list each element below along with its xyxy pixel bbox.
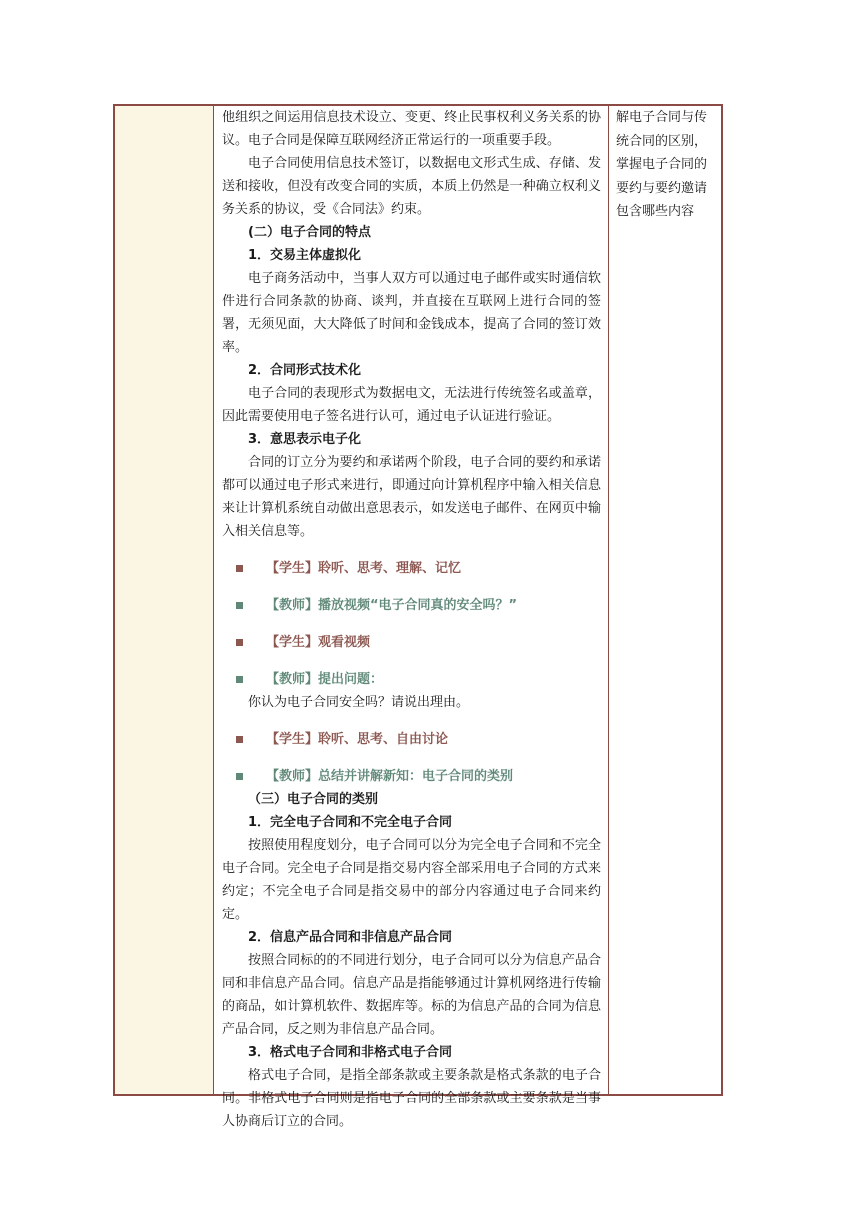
feature-2-text: 电子合同的表现形式为数据电文，无法进行传统签名或盖章，因此需要使用电子签名进行认可，通过电子认证进行验证。 [222,386,601,424]
left-column [115,106,214,1094]
type-3-text: 格式电子合同，是指全部条款或主要条款是格式条款的电子合同。非格式电子合同则是指电子合同的全部条款或主要条款是当事人协商后订立的合同。 [222,1068,601,1129]
square-bullet-icon [236,565,243,572]
teacher-activity-1 [222,594,601,617]
activity-label: 【教师】提出问题： [266,672,384,687]
feature-2-heading: 2．合同形式技术化 [248,363,362,378]
feature-3-text: 合同的订立分为要约和承诺两个阶段，电子合同的要约和承诺都可以通过电子形式来进行，即通过向计算机程序中输入相关信息来让计算机系统自动做出意思表示，如发送电子邮件、在网页中输入相关信息等。 [222,455,601,539]
square-bullet-icon [236,602,243,609]
section-2-heading: (二）电子合同的特点 [248,225,371,240]
type-2-text: 按照合同标的的不同进行划分，电子合同可以分为信息产品合同和非信息产品合同。信息产品是指能够通过计算机网络进行传输的商品，如计算机软件、数据库等。标的为信息产品的合同为信息产品合同，反之则为非信息产品合同。 [222,953,601,1037]
intro-paragraph-2: 电子合同使用信息技术签订，以数据电文形式生成、存储、发送和接收，但没有改变合同的实质，本质上仍然是一种确立权利义务关系的协议，受《合同法》约束。 [222,156,601,217]
objectives-column [610,106,721,1094]
student-activity-2 [222,631,601,654]
content-column [214,106,609,1129]
square-bullet-icon [236,736,243,743]
student-activity-1 [222,557,601,580]
square-bullet-icon [236,676,243,683]
question-text: 你认为电子合同安全吗？请说出理由。 [248,695,470,710]
feature-3-heading: 3．意思表示电子化 [248,432,362,447]
teacher-activity-3 [222,765,601,788]
lesson-table [113,104,723,1129]
square-bullet-icon [236,639,243,646]
objective-note: 解电子合同与传统合同的区别，掌握电子合同的要约与要约邀请包含哪些内容 [616,110,708,219]
type-2-heading: 2．信息产品合同和非信息产品合同 [248,930,453,945]
activity-label: 【教师】播放视频“电子合同真的安全吗？” [266,598,518,613]
student-activity-3 [222,728,601,751]
activity-label: 【教师】总结并讲解新知：电子合同的类别 [266,769,514,784]
section-3-heading: （三）电子合同的类别 [248,792,379,807]
feature-1-text: 电子商务活动中，当事人双方可以通过电子邮件或实时通信软件进行合同条款的协商、谈判，并直接在互联网上进行合同的签署，无须见面，大大降低了时间和金钱成本，提高了合同的签订效率。 [222,271,601,355]
type-1-heading: 1．完全电子合同和不完全电子合同 [248,815,453,830]
activity-label: 【学生】聆听、思考、自由讨论 [266,732,449,747]
activity-label: 【学生】聆听、思考、理解、记忆 [266,561,462,576]
teacher-activity-2 [222,668,601,691]
type-3-heading: 3．格式电子合同和非格式电子合同 [248,1045,453,1060]
type-1-text: 按照使用程度划分，电子合同可以分为完全电子合同和不完全电子合同。完全电子合同是指交易内容全部采用电子合同的方式来约定；不完全电子合同是指交易中的部分内容通过电子合同来约定。 [222,838,601,922]
intro-paragraph-1: 他组织之间运用信息技术设立、变更、终止民事权利义务关系的协议。电子合同是保障互联网经济正常运行的一项重要手段。 [222,110,601,148]
activity-label: 【学生】观看视频 [266,635,371,650]
square-bullet-icon [236,773,243,780]
feature-1-heading: 1．交易主体虚拟化 [248,248,362,263]
